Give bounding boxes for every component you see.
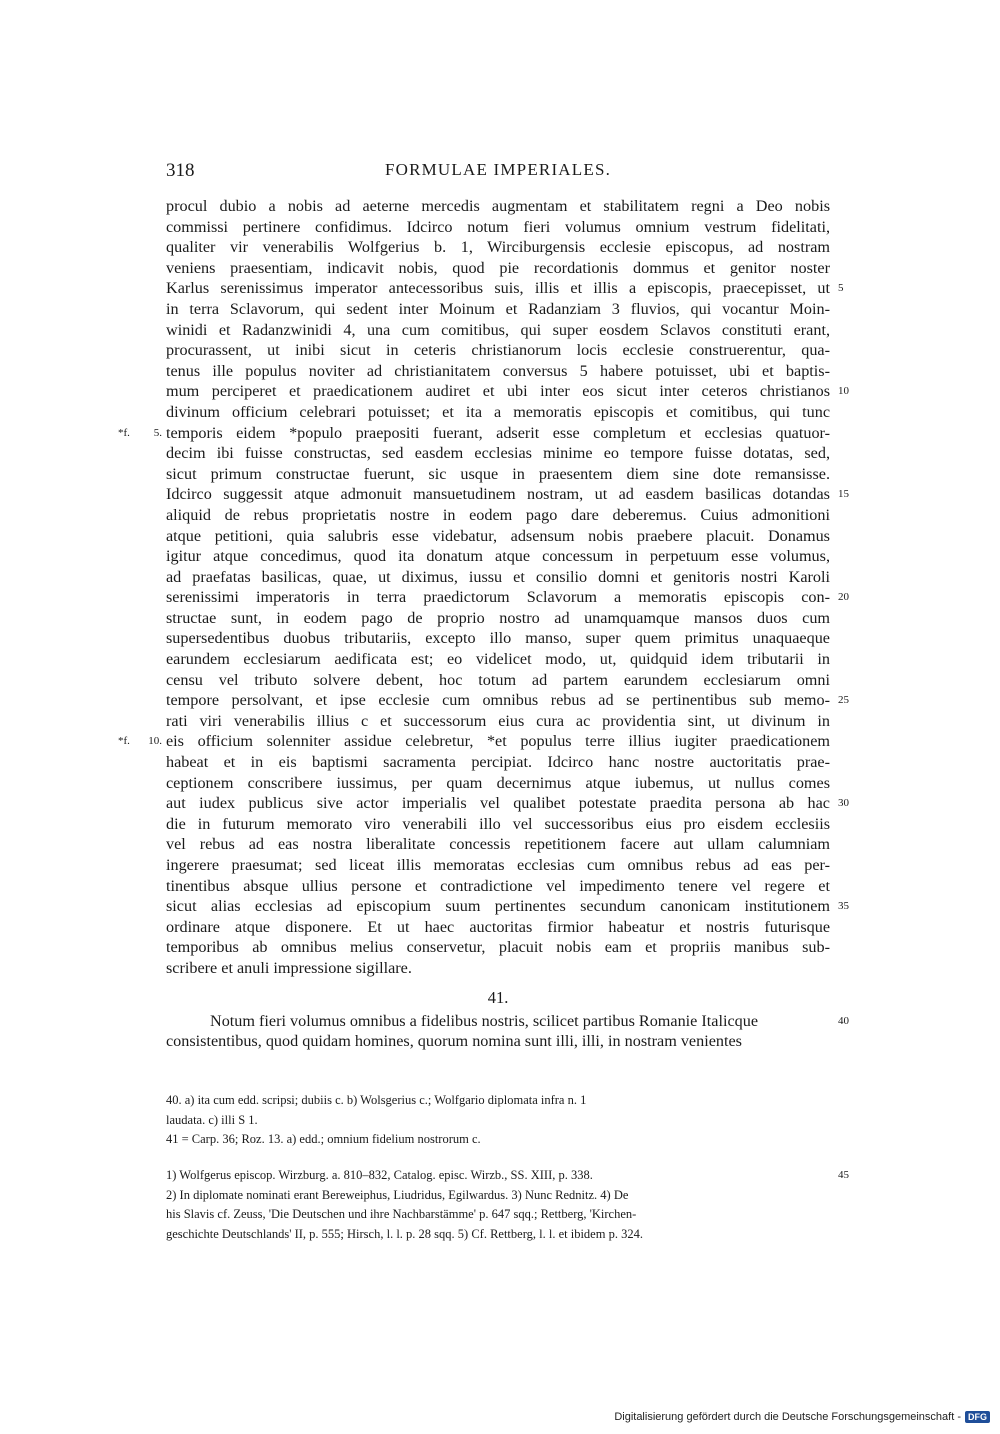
body-line-text: tempore persolvant, et ipse ecclesie cum omnibus rebus ad se pertinentibus sub memo- — [166, 691, 830, 710]
line-number: 25 — [838, 694, 849, 707]
footnote-line-text: geschichte Deutschlands' II, p. 555; Hirsch, l. l. p. 28 sqq. 5) Cf. Rettberg, l. l. et ibidem p. 324. — [166, 1226, 643, 1241]
body-line-text: winidi et Radanzwinidi 4, una cum comitibus, qui super eosdem Sclavos constituti erant, — [166, 320, 830, 339]
critical-note-line — [166, 1111, 830, 1131]
critical-note-line-text: laudata. c) illi S 1. — [166, 1112, 258, 1127]
main-text — [118, 196, 849, 1052]
margin-note: *f. 5. — [118, 426, 162, 439]
body-line — [166, 628, 830, 649]
running-head: FORMULAE IMPERIALES. — [384, 160, 612, 179]
body-line — [166, 505, 830, 526]
body-line-text: divinum officium celebrari potuisset; et ita a memoratis episcopis et comitibus, qui tunc — [166, 402, 830, 421]
body-line — [166, 567, 830, 588]
critical-note-line-text: 41 = Carp. 36; Roz. 13. a) edd.; omnium fidelium nostrorum c. — [166, 1132, 481, 1146]
body-line — [166, 526, 830, 547]
body-line — [166, 258, 830, 279]
footnote-line-text: 2) In diplomate nominati erant Bereweiphus, Liudridus, Egilwardus. 3) Nunc Rednitz. 4) De — [166, 1187, 629, 1202]
body-line-text: temporibus ab omnibus melius conservetur, placuit nobis eam et propriis manibus sub- — [166, 938, 830, 957]
margin-note: *f. 10. — [118, 735, 162, 748]
section-lines — [166, 1011, 849, 1052]
body-line-text: scribere et anuli impressione sigillare. — [166, 958, 412, 977]
body-line-text: procurassent, ut inibi sicut in ceteris christianorum locis ecclesie construerentur, qua- — [166, 341, 830, 360]
body-line — [166, 814, 830, 835]
critical-note-line-text: 40. a) ita cum edd. scripsi; dubiis c. b) Wolsgerius c.; Wolfgario diplomata infra n. 1 — [166, 1093, 587, 1107]
body-line — [166, 793, 849, 814]
line-number: 10 — [838, 385, 849, 398]
line-number: 45 — [838, 1169, 849, 1181]
body-line — [166, 237, 830, 258]
body-line-text: tinentibus absque ullius persone et contradictione vel impedimento tenere vel regere et — [166, 876, 830, 895]
line-number: 15 — [838, 488, 849, 501]
footnotes — [166, 1166, 849, 1244]
body-line-text: sicut primum constructae fuerunt, sic usque in praesentem diem sine dote remansisse. — [166, 464, 830, 483]
section-number: 41. — [487, 987, 509, 1007]
body-line-text: veniens praesentiam, indicavit nobis, quod pie recordationis dommus et genitor noster — [166, 258, 830, 277]
body-line — [166, 196, 830, 217]
footnote-line — [166, 1186, 830, 1206]
body-line-text: procul dubio a nobis ad aeterne mercedis augmentam et stabilitatem regni a Deo nobis — [166, 197, 830, 215]
body-line — [166, 876, 830, 897]
footnote-line-text: his Slavis cf. Zeuss, 'Die Deutschen und ihre Nachbarstämme' p. 647 sqq.; Rettberg, 'Kirchen- — [166, 1207, 637, 1221]
body-line-text: temporis eidem *populo praepositi fuerant, adserit esse completum et ecclesias quatuor- — [166, 423, 830, 442]
body-line — [166, 340, 830, 361]
body-line — [166, 320, 830, 341]
body-line — [166, 587, 849, 608]
body-line-text: rati viri venerabilis illius c et successorum eius cura ac providentia sint, ut divinum in — [166, 711, 830, 730]
body-line-text: ceptionem conscribere iussimus, per quam decernimus atque iubemus, ut nullus comes — [166, 773, 830, 792]
page-header — [166, 160, 830, 184]
section-line-text: consistentibus, quod quidam homines, quorum nomina sunt illi, illi, in nostram venientes — [166, 1032, 742, 1051]
credit-text: Digitalisierung gefördert durch die Deutsche Forschungsgemeinschaft - — [614, 1411, 961, 1423]
body-line-text: in terra Sclavorum, qui sedent inter Moinum et Radanziam 3 fluvios, qui vocantur Moin- — [166, 299, 830, 318]
body-line-text: tenus ille populus noviter ad christianitatem conversus 5 habere potuisset, ubi et baptis- — [166, 361, 830, 380]
body-line — [166, 443, 830, 464]
body-line-text: ad praefatas basilicas, quae, ut diximus, iussu et consilio domni et genitoris nostri Karoli — [166, 567, 830, 586]
body-line — [166, 711, 830, 732]
body-line — [166, 896, 849, 917]
body-line — [166, 670, 830, 691]
body-line-text: Idcirco suggessit atque admonuit mansuetudinem nostram, ut ad easdem basilicas dotandas — [166, 485, 830, 504]
body-line — [166, 773, 830, 794]
critical-note-line — [166, 1130, 830, 1150]
line-number: 30 — [838, 797, 849, 810]
body-line-text: ingerere praesumat; sed liceat illis memoratas ecclesias cum omnibus rebus ad eas per- — [166, 856, 830, 874]
body-line-text: igitur atque concedimus, quod ita donatum atque concessum in perpetuum esse volumus, — [166, 547, 830, 566]
body-line-text: commissi pertinere confidimus. Idcirco notum fieri volumus omnium vestrum fidelitati, — [166, 217, 830, 236]
body-line-text: sicut alias ecclesias ad episcopium suum pertinentes secundum canonicam institutionem — [166, 897, 830, 916]
critical-note-line — [166, 1091, 830, 1111]
dfg-logo: DFG — [965, 1411, 990, 1423]
page-number: 318 — [166, 160, 195, 181]
body-line — [166, 217, 830, 238]
body-line — [166, 402, 830, 423]
body-line — [166, 608, 830, 629]
body-line-text: qualiter vir venerabilis Wolfgerius b. 1, Wirciburgensis ecclesie episcopus, ad nostram — [166, 238, 830, 257]
body-line-text: ordinare atque disponere. Et ut haec auctoritas firmior habeatur et nostris futurisque — [166, 917, 830, 936]
footnote-line — [166, 1205, 830, 1225]
body-line-text: serenissimi imperatoris in terra praedictorum Sclavorum a memoratis episcopis con- — [166, 588, 830, 607]
body-line-text: decim ibi fuisse constructas, sed easdem ecclesias minime eo tempore fuisse dotatas, sed, — [166, 444, 830, 463]
body-line-text: aut iudex publicus sive actor imperialis vel qualibet potestate praedita persona ab hac — [166, 794, 830, 813]
line-number: 35 — [838, 900, 849, 913]
body-line — [118, 423, 830, 444]
body-line — [166, 546, 830, 567]
body-line — [166, 278, 844, 299]
body-line — [166, 917, 830, 938]
footnote-line-text: 1) Wolfgerus episcop. Wirzburg. a. 810–832, Catalog. episc. Wirzb., SS. XIII, p. 338. — [166, 1168, 593, 1182]
body-line-text: atque petitioni, quia salubris esse videbatur, adsensum nobis praebere placuit. Donamus — [166, 526, 830, 545]
body-line — [166, 464, 830, 485]
footnote-line — [166, 1225, 830, 1245]
body-line-text: aliquid de rebus proprietatis nostre in eodem pago dare deberemus. Cuius admonitioni — [166, 505, 830, 524]
body-line-text: vel rebus ad eas nostra liberalitate concessis repetitionem facere aut ullam calumniam — [166, 835, 830, 854]
body-line-text: habeat et in eis baptismi sacramenta percipiat. Idcirco hanc nostre auctoritatis prae- — [166, 753, 830, 772]
body-line — [166, 752, 830, 773]
body-line — [166, 690, 849, 711]
body-line — [166, 834, 830, 855]
line-number: 40 — [838, 1014, 849, 1027]
body-line — [166, 299, 830, 320]
body-line-text: die in futurum memorato viro venerabili illo vel successoribus eius pro eisdem ecclesiis — [166, 814, 830, 833]
body-line — [166, 649, 830, 670]
section-line-text: Notum fieri volumus omnibus a fidelibus nostris, scilicet partibus Romanie Italicque — [210, 1011, 759, 1030]
body-line — [118, 731, 830, 752]
body-line-text: supersedentibus duobus tributariis, excepto illo manso, super quem primitus unaquaeque — [166, 629, 830, 648]
body-line — [166, 855, 830, 876]
body-line — [166, 958, 830, 979]
line-number: 5 — [838, 282, 844, 295]
body-line-text: earundem ecclesiarum aedificata est; eo videlicet modo, ut, quidquid idem tributarii in — [166, 650, 830, 669]
critical-apparatus — [166, 1091, 830, 1150]
body-line — [166, 361, 830, 382]
body-line — [166, 937, 830, 958]
body-line-text: structae sunt, in eodem pago de proprio nostro ad unamquamque mansos duos cum — [166, 608, 830, 627]
body-line — [166, 381, 849, 402]
body-line-text: censu vel tributo solvere debent, hoc totum ad partem earundem ecclesiarum omni — [166, 670, 830, 689]
body-line-text: eis officium solenniter assidue celebretur, *et populus terre illius iugiter praedicationem — [166, 732, 830, 751]
body-line-text: mum perciperet et praedicationem audiret et ubi inter eos sicut inter ceteros christianos — [166, 382, 830, 401]
line-number: 20 — [838, 591, 849, 604]
body-line — [166, 484, 849, 505]
footnote-line — [166, 1166, 849, 1186]
body-line-text: Karlus serenissimus imperator antecessoribus suis, illis et illis a episcopis, praecepisset, ut — [166, 279, 830, 298]
body-lines — [118, 196, 849, 979]
digitization-credit — [614, 1411, 990, 1423]
section-line — [166, 1031, 830, 1052]
section-line — [166, 1011, 849, 1032]
